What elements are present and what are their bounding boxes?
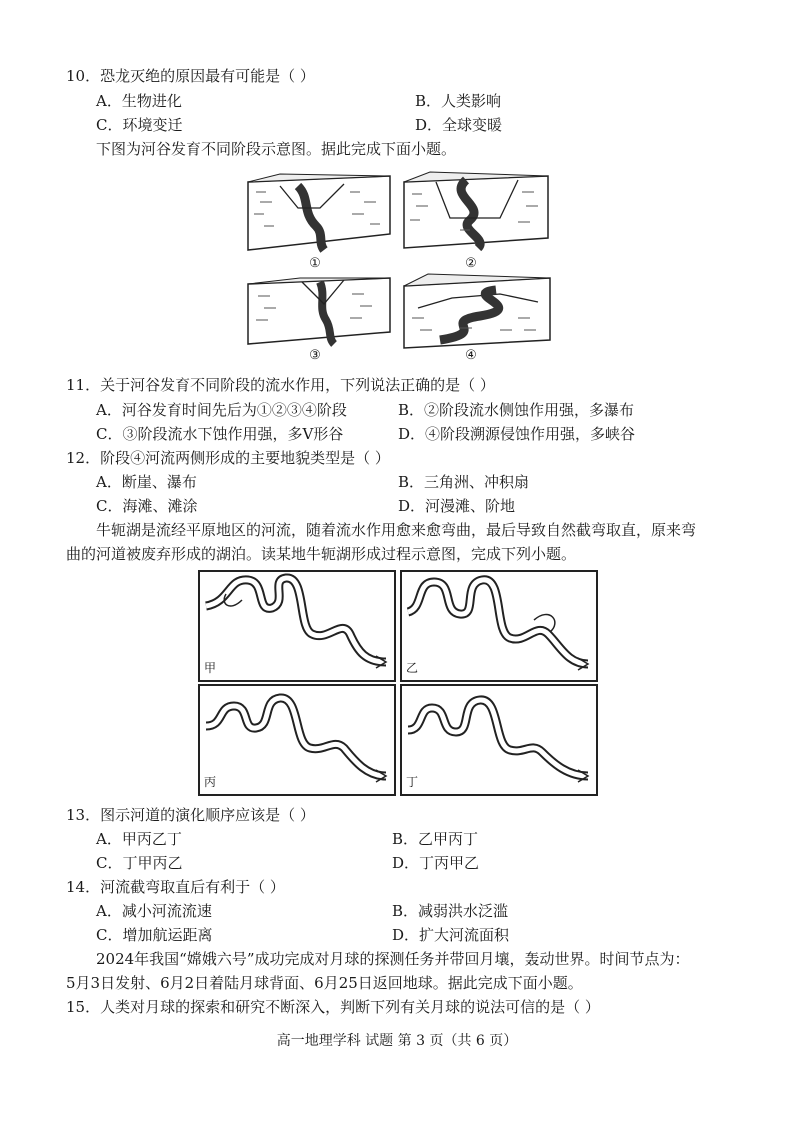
oxbow-label-yi: 乙: [406, 661, 419, 675]
valley-caption-3: ③: [309, 348, 321, 363]
intro-valley: 下图为河谷发育不同阶段示意图。据此完成下面小题。: [96, 140, 457, 158]
q11-option-c: C．③阶段流水下蚀作用强，多V形谷: [96, 425, 344, 443]
valley-caption-1: ①: [309, 256, 321, 271]
q12-stem: 12．阶段④河流两侧形成的主要地貌类型是（ ）: [66, 449, 390, 467]
q14-stem: 14．河流截弯取直后有利于（ ）: [66, 878, 285, 896]
valley-block-1: [240, 168, 400, 258]
intro-oxbow-1: 牛轭湖是流经平原地区的河流，随着流水作用愈来愈弯曲，最后导致自然截弯取直，原来弯: [96, 521, 697, 539]
oxbow-label-jia: 甲: [204, 661, 217, 675]
q13-option-a: A．甲丙乙丁: [96, 830, 182, 848]
q10-option-b: B．人类影响: [415, 92, 502, 110]
q12-option-b: B．三角洲、冲积扇: [398, 473, 530, 491]
q12-option-d: D．河漫滩、阶地: [398, 497, 516, 515]
q11-option-d: D．④阶段溯源侵蚀作用强，多峡谷: [398, 425, 636, 443]
q14-option-d: D．扩大河流面积: [392, 926, 510, 944]
oxbow-panel-jia: [198, 570, 396, 682]
q10-stem: 10．恐龙灭绝的原因最有可能是（ ）: [66, 67, 315, 85]
valley-figure: [240, 168, 560, 368]
q11-option-b: B．②阶段流水侧蚀作用强，多瀑布: [398, 401, 635, 419]
oxbow-panel-ding: [400, 684, 598, 796]
q10-option-d: D．全球变暖: [415, 116, 503, 134]
intro-change6-2: 5月3日发射、6月2日着陆月球背面、6月25日返回地球。据此完成下面小题。: [66, 974, 583, 992]
oxbow-label-bing: 丙: [204, 775, 217, 789]
q13-option-d: D．丁丙甲乙: [392, 854, 480, 872]
intro-change6-1: 2024年我国“嫦娥六号”成功完成对月球的探测任务并带回月壤，轰动世界。时间节点为：: [96, 950, 690, 968]
oxbow-panel-bing: [198, 684, 396, 796]
q13-stem: 13．图示河道的演化顺序应该是（ ）: [66, 806, 315, 824]
q14-option-a: A．减小河流流速: [96, 902, 212, 920]
q10-option-c: C．环境变迁: [96, 116, 183, 134]
valley-block-2: [400, 168, 560, 258]
q14-option-c: C．增加航运距离: [96, 926, 213, 944]
valley-caption-2: ②: [465, 256, 477, 271]
intro-oxbow-2: 曲的河道被废弃形成的湖泊。读某地牛轭湖形成过程示意图，完成下列小题。: [66, 545, 577, 563]
q13-option-c: C．丁甲丙乙: [96, 854, 183, 872]
q12-option-c: C．海滩、滩涂: [96, 497, 198, 515]
q15-stem: 15．人类对月球的探索和研究不断深入，判断下列有关月球的说法可信的是（ ）: [66, 998, 600, 1016]
q11-option-a: A．河谷发育时间先后为①②③④阶段: [96, 401, 347, 419]
valley-block-3: [240, 274, 400, 354]
q14-option-b: B．减弱洪水泛滥: [392, 902, 509, 920]
oxbow-panel-yi: [400, 570, 598, 682]
oxbow-label-ding: 丁: [406, 775, 419, 789]
valley-block-4: [400, 268, 560, 354]
q11-stem: 11．关于河谷发育不同阶段的流水作用，下列说法正确的是（ ）: [66, 376, 495, 394]
q13-option-b: B．乙甲丙丁: [392, 830, 479, 848]
page-footer: 高一地理学科 试题 第 3 页（共 6 页）: [276, 1033, 518, 1049]
q12-option-a: A．断崖、瀑布: [96, 473, 197, 491]
valley-caption-4: ④: [465, 348, 477, 363]
q10-option-a: A．生物进化: [96, 92, 182, 110]
